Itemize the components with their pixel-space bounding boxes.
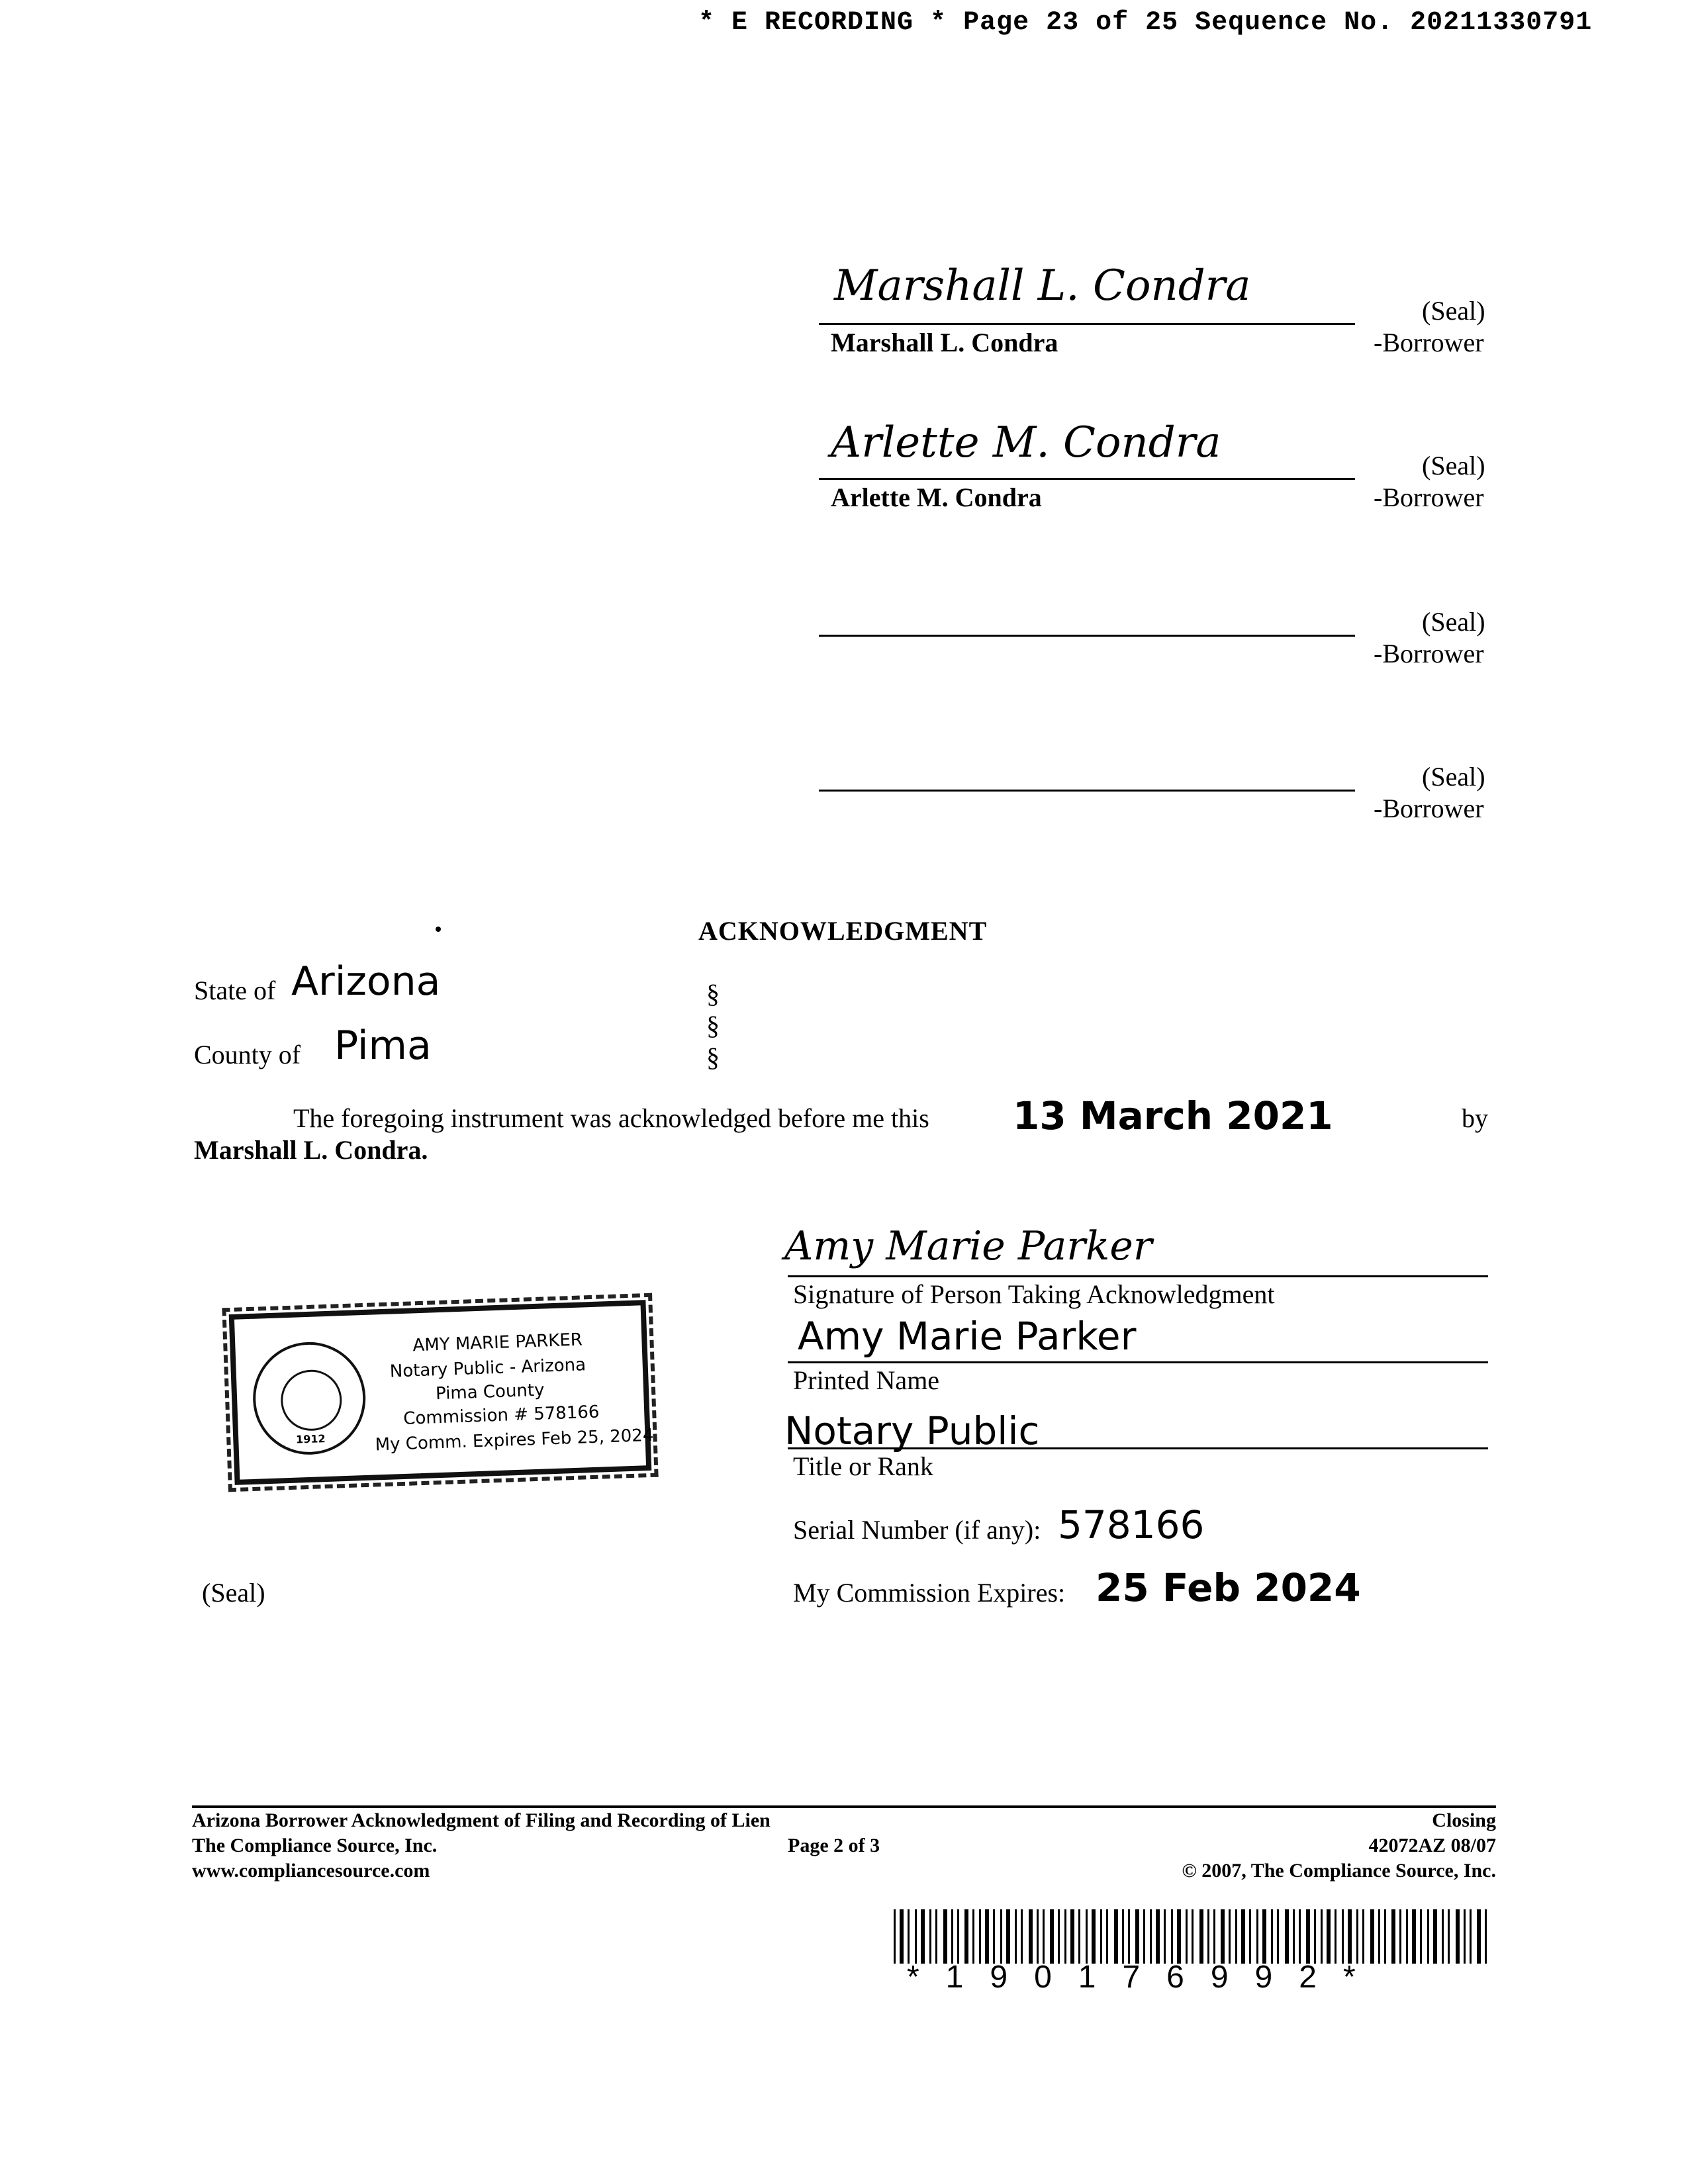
signature-line-3 — [819, 635, 1355, 637]
barcode-bar — [1114, 1909, 1118, 1964]
barcode-bar — [1249, 1909, 1251, 1964]
barcode-bar — [1412, 1909, 1416, 1964]
state-value: Arizona — [291, 958, 441, 1005]
barcode-bar — [1256, 1909, 1258, 1964]
barcode-bar — [1285, 1909, 1289, 1964]
barcode-bar — [1070, 1909, 1074, 1964]
barcode-bar — [935, 1909, 937, 1964]
footer-website: www.compliancesource.com — [192, 1860, 430, 1882]
barcode-bar — [1241, 1909, 1245, 1964]
barcode-bar — [1128, 1909, 1130, 1964]
barcode-bar — [1000, 1909, 1002, 1964]
barcode-bar — [985, 1909, 989, 1964]
barcode-bar — [1171, 1909, 1173, 1964]
seal-label-1: (Seal) — [1422, 296, 1485, 326]
seal-label-4: (Seal) — [1422, 762, 1485, 792]
acknowledgment-title: ACKNOWLEDGMENT — [698, 916, 988, 946]
notary-stamp — [229, 1300, 652, 1485]
barcode-bar — [1106, 1909, 1108, 1964]
barcode-bar — [1015, 1909, 1017, 1964]
barcode-bar — [957, 1909, 959, 1964]
acknowledged-person: Marshall L. Condra. — [194, 1135, 428, 1165]
seal-year: 1912 — [295, 1432, 326, 1446]
barcode-bar — [1464, 1909, 1466, 1964]
barcode-bar — [1433, 1909, 1437, 1964]
barcode-bar — [1092, 1909, 1096, 1964]
barcode-bar — [1356, 1909, 1358, 1964]
recording-header: * E RECORDING * Page 23 of 25 Sequence No. 20211330791 — [698, 8, 1593, 38]
barcode-bar — [951, 1909, 953, 1964]
barcode-bar — [1399, 1909, 1401, 1964]
notary-signature-label: Signature of Person Taking Acknowledgment — [793, 1279, 1275, 1309]
footer-company: The Compliance Source, Inc. — [192, 1835, 438, 1856]
barcode-bar — [1456, 1909, 1460, 1964]
barcode-bar — [1335, 1909, 1336, 1964]
barcode-bar — [1135, 1909, 1139, 1964]
barcode-bar — [943, 1909, 947, 1964]
footer-page: Page 2 of 3 — [788, 1835, 880, 1856]
barcode-bar — [1378, 1909, 1380, 1964]
barcode-bar — [1427, 1909, 1429, 1964]
ack-date: 13 March 2021 — [1013, 1093, 1333, 1138]
signature-line-2 — [819, 478, 1355, 480]
section-symbol-2: § — [706, 1011, 720, 1040]
state-seal-icon — [251, 1340, 367, 1457]
barcode-bar — [1199, 1909, 1203, 1964]
barcode-bar — [1477, 1909, 1481, 1964]
barcode-bar — [1207, 1909, 1209, 1964]
section-symbol-1: § — [706, 979, 720, 1009]
borrower-label-3: -Borrower — [1374, 639, 1484, 668]
barcode-bar — [1177, 1909, 1181, 1964]
serial-value: 578166 — [1058, 1502, 1205, 1547]
stamp-name: AMY MARIE PARKER — [412, 1330, 583, 1356]
barcode-bar — [1078, 1909, 1080, 1964]
barcode-bar — [1485, 1909, 1487, 1964]
borrower-label-1: -Borrower — [1374, 328, 1484, 357]
barcode-bar — [1006, 1909, 1010, 1964]
barcode-bar — [921, 1909, 925, 1964]
barcode-bar — [1384, 1909, 1386, 1964]
county-value: Pima — [334, 1023, 432, 1069]
signature-line-1 — [819, 323, 1355, 325]
barcode-bar — [1122, 1909, 1124, 1964]
barcode-bar — [1037, 1909, 1039, 1964]
barcode-bar — [979, 1909, 981, 1964]
title-value: Notary Public — [784, 1408, 1040, 1453]
barcode-bar — [908, 1909, 910, 1964]
barcode-bar — [964, 1909, 968, 1964]
state-label: State of — [194, 976, 276, 1005]
barcode-bar — [1058, 1909, 1060, 1964]
title-label: Title or Rank — [793, 1451, 933, 1481]
barcode-bar — [1420, 1909, 1422, 1964]
barcode-bar — [1235, 1909, 1237, 1964]
barcode-bar — [1186, 1909, 1188, 1964]
barcode-bar — [1043, 1909, 1045, 1964]
stamp-line-3: Pima County — [435, 1380, 545, 1404]
signature-line-4 — [819, 790, 1355, 792]
barcode-bar — [1293, 1909, 1295, 1964]
seal-label-2: (Seal) — [1422, 451, 1485, 480]
stamp-line-4: Commission # 578166 — [402, 1402, 600, 1429]
borrower-label-2: -Borrower — [1374, 482, 1484, 512]
seal-label-notary: (Seal) — [202, 1578, 265, 1608]
barcode-icon — [894, 1909, 1493, 1964]
barcode-bar — [1406, 1909, 1408, 1964]
barcode-bar — [1314, 1909, 1316, 1964]
signer-name-2: Arlette M. Condra — [831, 482, 1042, 512]
footer-copyright: © 2007, The Compliance Source, Inc. — [1182, 1860, 1496, 1882]
barcode-bar — [1029, 1909, 1033, 1964]
stamp-line-2: Notary Public - Arizona — [389, 1355, 586, 1382]
signature-handwriting-2: Arlette M. Condra — [831, 418, 1221, 467]
notary-signature-handwriting: Amy Marie Parker — [784, 1223, 1152, 1269]
footer-form-code: 42072AZ 08/07 — [1368, 1835, 1496, 1856]
barcode-bar — [1164, 1909, 1166, 1964]
section-symbol-3: § — [706, 1042, 720, 1072]
barcode-bar — [1370, 1909, 1374, 1964]
barcode-bar — [929, 1909, 931, 1964]
barcode-bar — [1221, 1909, 1225, 1964]
barcode-bar — [1150, 1909, 1152, 1964]
title-line — [788, 1447, 1488, 1449]
commission-value: 25 Feb 2024 — [1096, 1565, 1361, 1610]
barcode-bar — [915, 1909, 917, 1964]
barcode-bar — [1306, 1909, 1310, 1964]
barcode-bar — [1213, 1909, 1215, 1964]
borrower-label-4: -Borrower — [1374, 794, 1484, 823]
seal-label-3: (Seal) — [1422, 607, 1485, 637]
barcode-bar — [894, 1909, 896, 1964]
barcode-bar — [1348, 1909, 1352, 1964]
stamp-line-5: My Comm. Expires Feb 25, 2024 — [375, 1425, 654, 1455]
barcode-bar — [1100, 1909, 1102, 1964]
barcode-bar — [1050, 1909, 1054, 1964]
footer-form-title: Arizona Borrower Acknowledgment of Filing and Recording of Lien — [192, 1809, 771, 1831]
footer-category: Closing — [1432, 1809, 1496, 1831]
barcode-bar — [1342, 1909, 1344, 1964]
barcode-bar — [993, 1909, 995, 1964]
barcode-digits: *190176992* — [907, 1960, 1382, 1995]
barcode-bar — [900, 1909, 904, 1964]
barcode-bar — [1448, 1909, 1450, 1964]
barcode-bar — [1143, 1909, 1145, 1964]
barcode-bar — [1362, 1909, 1364, 1964]
barcode-bar — [1327, 1909, 1331, 1964]
barcode-bar — [1229, 1909, 1231, 1964]
barcode-bar — [1156, 1909, 1160, 1964]
printed-name-label: Printed Name — [793, 1365, 940, 1395]
barcode-bar — [1299, 1909, 1301, 1964]
county-label: County of — [194, 1040, 301, 1069]
barcode-bar — [1442, 1909, 1444, 1964]
barcode-bar — [1277, 1909, 1279, 1964]
stray-mark — [436, 927, 441, 932]
commission-label: My Commission Expires: — [793, 1578, 1066, 1608]
barcode-bar — [1021, 1909, 1023, 1964]
barcode-bar — [1064, 1909, 1066, 1964]
serial-label: Serial Number (if any): — [793, 1515, 1041, 1545]
barcode-bar — [1262, 1909, 1266, 1964]
signer-name-1: Marshall L. Condra — [831, 328, 1058, 357]
foregoing-text: The foregoing instrument was acknowledged before me this — [293, 1103, 929, 1133]
printed-name-line — [788, 1361, 1488, 1363]
footer-rule — [192, 1805, 1496, 1808]
barcode-bar — [1271, 1909, 1273, 1964]
signature-handwriting-1: Marshall L. Condra — [834, 261, 1251, 310]
notary-signature-line — [788, 1275, 1488, 1277]
barcode-bar — [1470, 1909, 1472, 1964]
barcode-bar — [1086, 1909, 1088, 1964]
barcode-bar — [972, 1909, 974, 1964]
barcode-bar — [1321, 1909, 1323, 1964]
barcode-bar — [1391, 1909, 1395, 1964]
printed-name-value: Amy Marie Parker — [798, 1314, 1137, 1359]
by-label: by — [1462, 1103, 1488, 1133]
barcode-bar — [1192, 1909, 1194, 1964]
